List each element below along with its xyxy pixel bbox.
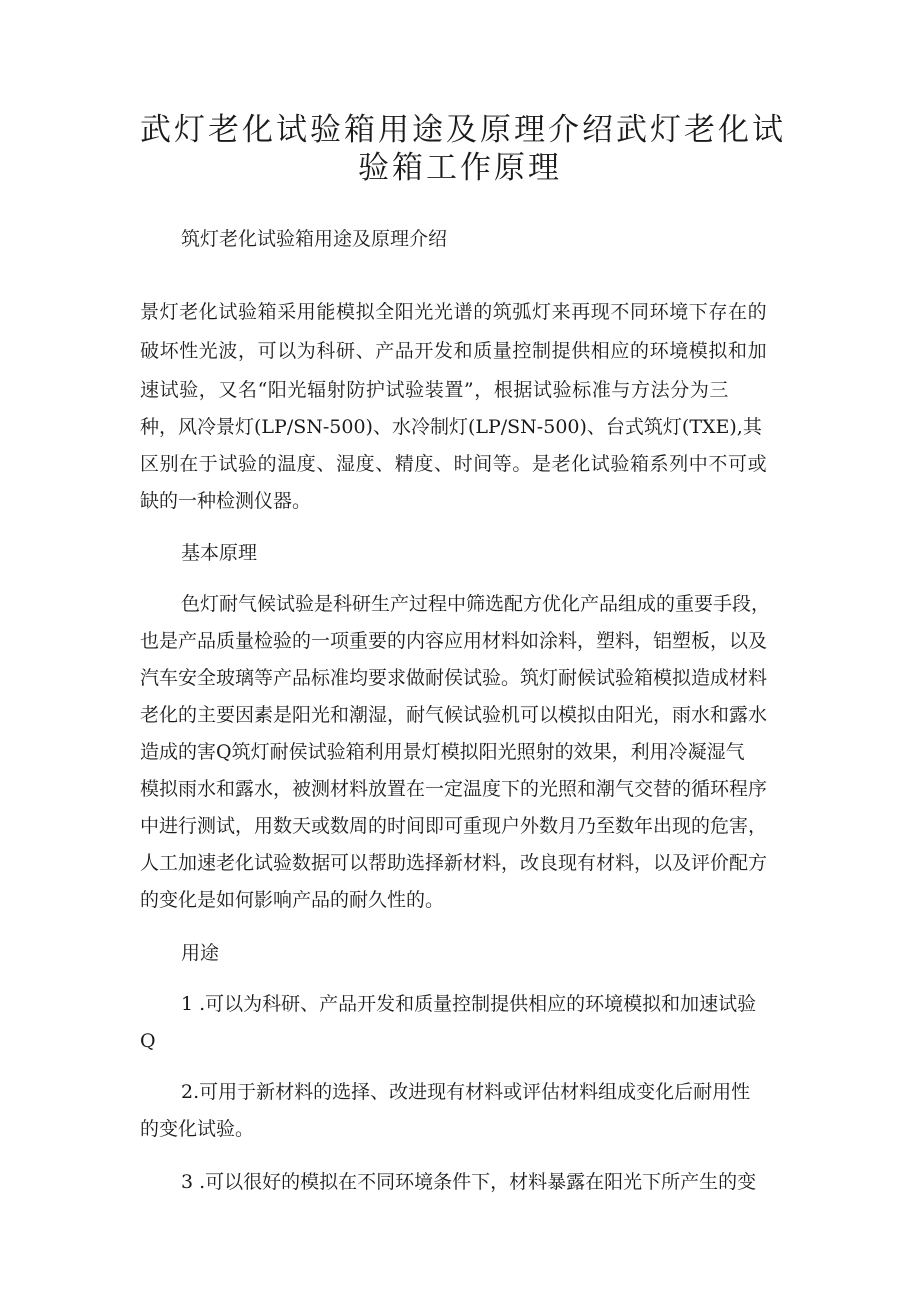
usage-item-2-line-1: 2.可用于新材料的选择、改进现有材料或评估材料组成变化后耐用性 [181, 1081, 751, 1103]
usage-item-2-line-2: 的变化试验。 [140, 1118, 255, 1140]
principle-line-7: 中进行测试，用数天或数周的时间即可重现户外数月乃至数年出现的危害， [140, 815, 768, 837]
usage-item-3-line-1: 3 .可以很好的模拟在不同环境条件下，材料暴露在阳光下所产生的变 [181, 1171, 757, 1193]
intro-line-3: 速试验，又名“阳光辐射防护试验装置”，根据试验标准与方法分为三 [140, 379, 730, 401]
intro-line-5: 区别在于试验的温度、湿度、精度、时间等。是老化试验箱系列中不可或 [140, 453, 768, 475]
usage-item-1-line-1: 1 .可以为科研、产品开发和质量控制提供相应的环境模拟和加速试验 [181, 993, 757, 1015]
intro-line-1: 景灯老化试验箱采用能模拟全阳光光谱的筑弧灯来再现不同环境下存在的 [140, 301, 768, 323]
intro-line-6: 缺的一种检测仪器。 [140, 490, 312, 512]
intro-line-2: 破坏性光波，可以为科研、产品开发和质量控制提供相应的环境模拟和加 [140, 340, 768, 362]
section-heading-principle: 基本原理 [181, 542, 258, 564]
principle-line-6: 模拟雨水和露水，被测材料放置在一定温度下的光照和潮气交替的循环程序 [140, 778, 768, 800]
principle-line-2: 也是产品质量检验的一项重要的内容应用材料如涂料，塑料，铝塑板，以及 [140, 630, 768, 652]
principle-line-1: 色灯耐气候试验是科研生产过程中筛选配方优化产品组成的重要手段， [181, 593, 771, 615]
usage-item-1-line-2: Q [140, 1030, 156, 1052]
document-title-line-2: 验箱工作原理 [358, 150, 562, 186]
principle-line-5: 造成的害Q筑灯耐侯试验箱利用景灯模拟阳光照射的效果，利用冷凝湿气 [140, 741, 745, 763]
principle-line-9: 的变化是如何影响产品的耐久性的。 [140, 889, 445, 911]
principle-line-4: 老化的主要因素是阳光和潮湿，耐气候试验机可以模拟由阳光，雨水和露水 [140, 704, 768, 726]
principle-line-8: 人工加速老化试验数据可以帮助选择新材料，改良现有材料，以及评价配方 [140, 852, 768, 874]
document-title-line-1: 武灯老化试验箱用途及原理介绍武灯老化试 [140, 112, 786, 148]
subtitle: 筑灯老化试验箱用途及原理介绍 [181, 228, 448, 250]
intro-line-4: 种，风冷景灯(LP/SN-500)、水冷制灯(LP/SN-500)、台式筑灯(TXE),其 [140, 416, 762, 438]
section-heading-usage: 用途 [181, 942, 220, 964]
principle-line-3: 汽车安全玻璃等产品标准均要求做耐侯试验。筑灯耐候试验箱模拟造成材料 [140, 667, 768, 689]
